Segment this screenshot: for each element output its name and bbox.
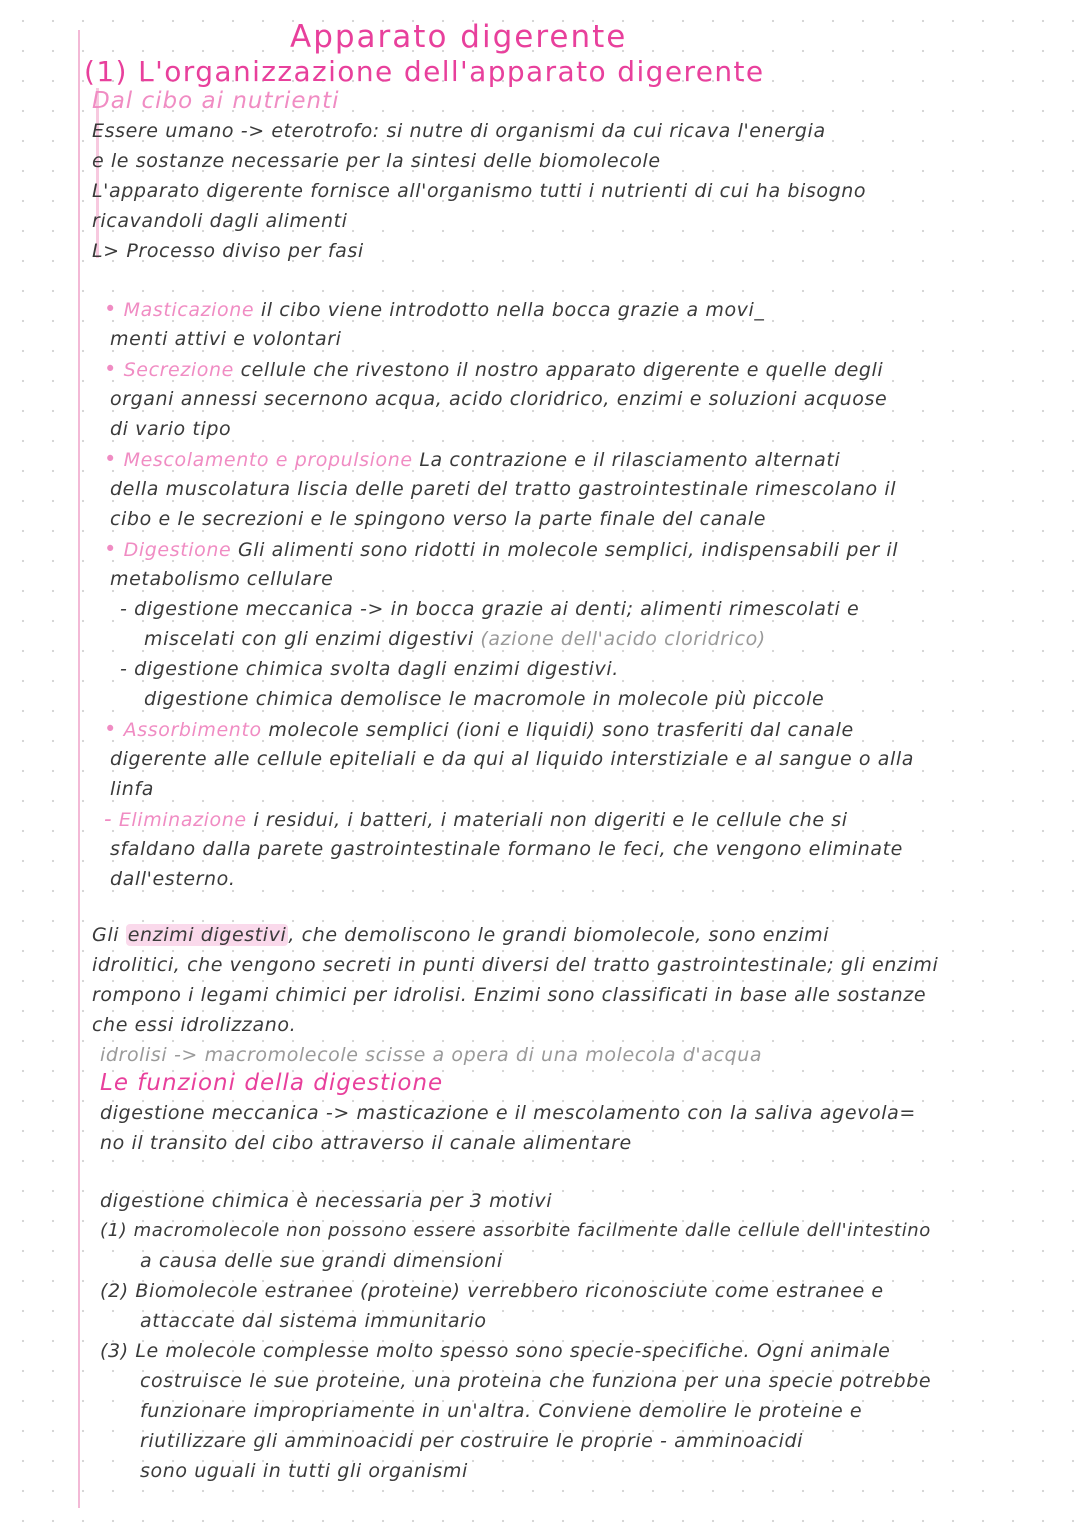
digestione-chimica-line: - digestione chimica svolta dagli enzimi digestivi. (120, 658, 619, 680)
phase-text: molecole semplici (ioni e liquidi) sono trasferiti dal canale (268, 719, 854, 741)
phase-text: dall'esterno. (110, 868, 236, 890)
phase-eliminazione: - Eliminazione i residui, i batteri, i materiali non digeriti e le cellule che si (104, 807, 848, 831)
enzimi-text: Gli (92, 924, 120, 946)
phase-digestione: • Digestione Gli alimenti sono ridotti in molecole semplici, indispensabili per il (104, 537, 899, 561)
funzioni-text: digestione meccanica -> masticazione e il mescolamento con la saliva agevola= (100, 1102, 916, 1124)
funzioni-text: digestione chimica è necessaria per 3 motivi (100, 1190, 553, 1212)
phase-text: miscelati con gli enzimi digestivi (144, 628, 474, 650)
phase-text: Gli alimenti sono ridotti in molecole semplici, indispensabili per il (237, 539, 899, 561)
reason-item: a causa delle sue grandi dimensioni (140, 1250, 503, 1272)
phase-text: della muscolatura liscia delle pareti del tratto gastrointestinale rimescolano il (110, 478, 897, 500)
page-title: Apparato digerente (290, 19, 628, 55)
reason-item: attaccate dal sistema immunitario (140, 1310, 487, 1332)
digestione-chimica-line: digestione chimica demolisce le macromole in molecole più piccole (144, 688, 825, 710)
funzioni-text: no il transito del cibo attraverso il canale alimentare (100, 1132, 632, 1154)
reason-item: (3) Le molecole complesse molto spesso sono specie-specifiche. Ogni animale (100, 1340, 891, 1362)
phase-term: Eliminazione (118, 809, 247, 831)
phase-masticazione: • Masticazione il cibo viene introdotto nella bocca grazie a movi_ (104, 297, 765, 321)
intro-line: e le sostanze necessarie per la sintesi delle biomolecole (92, 150, 661, 172)
enzimi-text: idrolitici, che vengono secreti in punti diversi del tratto gastrointestinale; gli enzimi (92, 954, 939, 976)
reason-item: (1) macromolecole non possono essere assorbite facilmente dalle cellule dell'intestino (100, 1220, 931, 1241)
phase-text: cibo e le secrezioni e le spingono verso la parte finale del canale (110, 508, 767, 530)
intro-line: L> Processo diviso per fasi (92, 240, 364, 262)
reason-item: costruisce le sue proteine, una proteina che funziona per una specie potrebbe (140, 1370, 932, 1392)
section-subheading: Dal cibo ai nutrienti (92, 88, 340, 114)
phase-text: il cibo viene introdotto nella bocca grazie a movi_ (260, 299, 765, 321)
phase-term: Assorbimento (123, 719, 262, 741)
page-margin-line (78, 30, 80, 1508)
enzimi-text: che essi idrolizzano. (92, 1014, 297, 1036)
idrolisi-note: idrolisi -> macromolecole scisse a opera di una molecola d'acqua (100, 1044, 763, 1066)
phase-note: (azione dell'acido cloridrico) (480, 628, 766, 650)
intro-line: Essere umano -> eterotrofo: si nutre di organismi da cui ricava l'energia (92, 120, 826, 142)
reason-item: funzionare impropriamente in un'altra. Conviene demolire le proteine e (140, 1400, 863, 1422)
phase-text: di vario tipo (110, 418, 232, 440)
phase-text: sfaldano dalla parete gastrointestinale formano le feci, che vengono eliminate (110, 838, 903, 860)
phase-text: La contrazione e il rilasciamento alternati (419, 449, 841, 471)
phase-mescolamento: • Mescolamento e propulsione La contrazione e il rilasciamento alternati (104, 447, 841, 471)
phase-term: Masticazione (123, 299, 255, 321)
phase-text: i residui, i batteri, i materiali non digeriti e le cellule che si (253, 809, 848, 831)
enzimi-paragraph (92, 924, 829, 946)
phase-text: linfa (110, 778, 154, 800)
reason-item: riutilizzare gli amminoacidi per costruire le proprie - amminoacidi (140, 1430, 804, 1452)
phase-assorbimento: • Assorbimento molecole semplici (ioni e liquidi) sono trasferiti dal canale (104, 717, 854, 741)
phase-term: Secrezione (123, 359, 234, 381)
phase-text: organi annessi secernono acqua, acido cloridrico, enzimi e soluzioni acquose (110, 388, 888, 410)
funzioni-heading: Le funzioni della digestione (100, 1070, 444, 1096)
phase-secrezione: • Secrezione cellule che rivestono il nostro apparato digerente e quelle degli (104, 357, 884, 381)
reason-item: sono uguali in tutti gli organismi (140, 1460, 468, 1482)
phase-text: metabolismo cellulare (110, 568, 334, 590)
intro-line: ricavandoli dagli alimenti (92, 210, 348, 232)
enzimi-text: , che demoliscono le grandi biomolecole, sono enzimi (288, 924, 830, 946)
phase-text: digerente alle cellule epiteliali e da qui al liquido interstiziale e al sangue o alla (110, 748, 914, 770)
phase-text: cellule che rivestono il nostro apparato digerente e quelle degli (240, 359, 884, 381)
intro-line: L'apparato digerente fornisce all'organismo tutti i nutrienti di cui ha bisogno (92, 180, 867, 202)
reason-item: (2) Biomolecole estranee (proteine) verrebbero riconosciute come estranee e (100, 1280, 884, 1302)
section-heading: (1) L'organizzazione dell'apparato digerente (84, 55, 765, 88)
phase-term: Mescolamento e propulsione (123, 449, 413, 471)
digestione-meccanica-line: - digestione meccanica -> in bocca grazie ai denti; alimenti rimescolati e (120, 598, 860, 620)
digestione-meccanica-line (144, 628, 766, 650)
phase-term: Digestione (123, 539, 232, 561)
phase-text: menti attivi e volontari (110, 328, 342, 350)
enzimi-text: rompono i legami chimici per idrolisi. Enzimi sono classificati in base alle sostanze (92, 984, 927, 1006)
enzimi-term: enzimi digestivi (127, 924, 287, 946)
